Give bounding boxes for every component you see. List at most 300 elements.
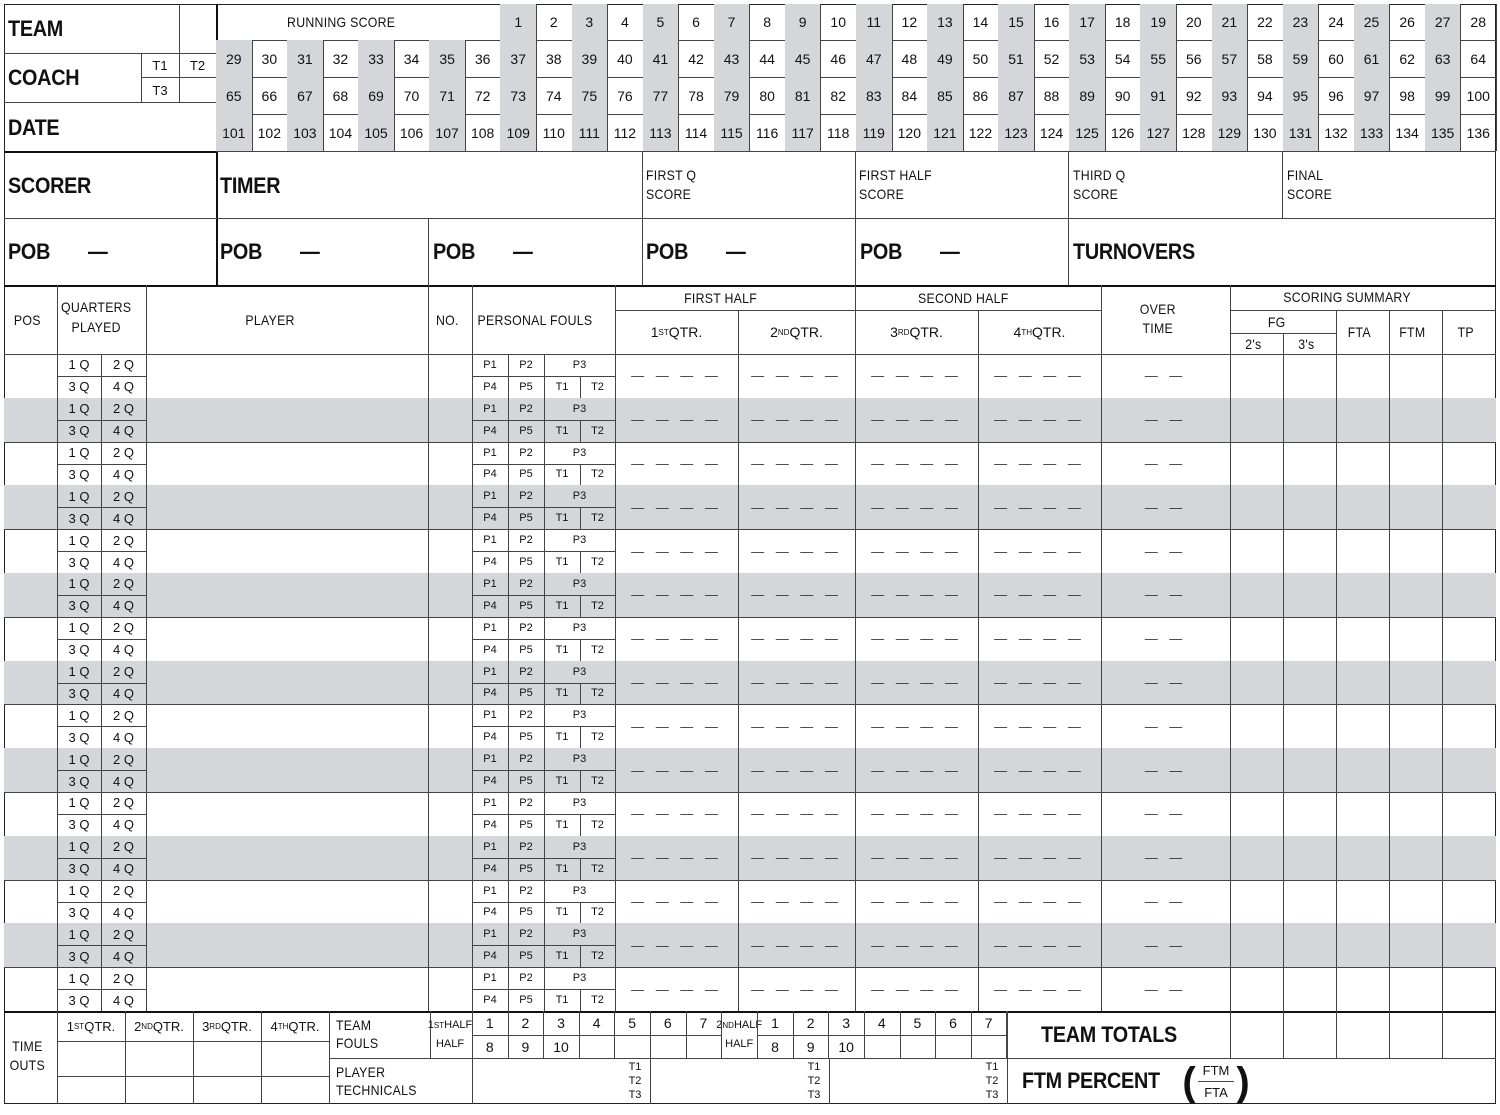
foul-box[interactable]: P4 <box>483 468 497 481</box>
quarter-played-box[interactable]: 1 Q <box>68 620 90 636</box>
quarter-points-field[interactable]: — — — — <box>631 499 722 515</box>
running-score-cell[interactable]: 87 <box>998 77 1034 114</box>
player-number-field[interactable] <box>428 529 472 573</box>
quarter-played-box[interactable]: 2 Q <box>113 707 134 723</box>
running-score-cell[interactable]: 37 <box>500 40 536 77</box>
foul-box[interactable]: P4 <box>483 818 497 831</box>
overtime-points-field[interactable]: — — <box>1144 850 1187 866</box>
quarter-points-field[interactable]: — — — — <box>751 937 842 953</box>
running-score-cell[interactable]: 25 <box>1354 4 1390 40</box>
quarter-played-box[interactable]: 1 Q <box>68 970 90 986</box>
summary-field[interactable] <box>1389 617 1442 661</box>
team-foul-box[interactable]: 7 <box>984 1015 993 1031</box>
summary-field[interactable] <box>1283 442 1336 486</box>
player-number-field[interactable] <box>428 442 472 486</box>
team-total-field[interactable] <box>1283 1011 1336 1058</box>
player-number-field[interactable] <box>428 704 472 748</box>
quarter-played-box[interactable]: 4 Q <box>113 423 134 439</box>
running-score-cell[interactable]: 31 <box>287 40 323 77</box>
quarter-played-box[interactable]: 1 Q <box>68 664 90 680</box>
foul-box[interactable]: P2 <box>519 446 533 459</box>
running-score-cell[interactable]: 104 <box>328 124 353 141</box>
technical-box[interactable]: T2 <box>591 818 604 831</box>
summary-field[interactable] <box>1283 967 1336 1011</box>
running-score-cell[interactable]: 7 <box>714 4 750 40</box>
team-foul-box[interactable]: 2 <box>806 1015 815 1031</box>
foul-box[interactable]: P1 <box>483 928 497 941</box>
quarter-points-field[interactable]: — — — — <box>994 368 1085 384</box>
running-score-cell[interactable]: 33 <box>358 40 394 77</box>
technical-box[interactable]: T2 <box>591 994 604 1007</box>
running-score-cell[interactable]: 16 <box>1043 14 1060 30</box>
foul-box[interactable]: P2 <box>519 753 533 766</box>
team-foul-box[interactable]: 1 <box>485 1015 494 1031</box>
running-score-cell[interactable]: 123 <box>998 114 1034 151</box>
running-score-cell[interactable]: 122 <box>968 124 993 141</box>
team-foul-box[interactable]: 8 <box>485 1039 494 1055</box>
position-field[interactable] <box>4 923 57 967</box>
running-score-cell[interactable]: 126 <box>1110 124 1135 141</box>
quarter-points-field[interactable]: — — — — <box>751 499 842 515</box>
summary-field[interactable] <box>1442 704 1496 748</box>
running-score-cell[interactable]: 105 <box>358 114 394 151</box>
quarter-played-box[interactable]: 3 Q <box>68 817 90 833</box>
foul-box[interactable]: P5 <box>519 599 533 612</box>
quarter-points-field[interactable]: — — — — <box>631 718 722 734</box>
foul-box[interactable]: P3 <box>572 534 587 547</box>
running-score-cell[interactable]: 11 <box>856 4 892 40</box>
technical-box[interactable]: T2 <box>591 950 604 963</box>
quarter-points-field[interactable]: — — — — <box>631 762 722 778</box>
player-number-field[interactable] <box>428 748 472 792</box>
running-score-cell[interactable]: 136 <box>1466 124 1490 141</box>
quarter-points-field[interactable]: — — — — <box>751 674 842 690</box>
quarter-played-box[interactable]: 4 Q <box>113 773 134 789</box>
quarter-points-field[interactable]: — — — — <box>751 893 842 909</box>
technical-box[interactable]: T1 <box>555 950 569 963</box>
running-score-cell[interactable]: 85 <box>927 77 963 114</box>
running-score-cell[interactable]: 94 <box>1257 87 1273 104</box>
running-score-cell[interactable]: 88 <box>1043 87 1060 104</box>
quarter-played-box[interactable]: 2 Q <box>113 970 134 986</box>
quarter-played-box[interactable]: 4 Q <box>113 685 134 701</box>
summary-field[interactable] <box>1283 617 1336 661</box>
running-score-cell[interactable]: 21 <box>1212 4 1248 40</box>
running-score-cell[interactable]: 65 <box>216 77 252 114</box>
pob-field[interactable] <box>280 228 420 278</box>
overtime-points-field[interactable]: — — <box>1144 893 1187 909</box>
summary-field[interactable] <box>1230 836 1283 880</box>
team-foul-box[interactable]: 9 <box>521 1039 530 1055</box>
pob-field[interactable] <box>68 228 208 278</box>
running-score-cell[interactable]: 27 <box>1425 4 1461 40</box>
position-field[interactable] <box>4 485 57 529</box>
foul-box[interactable]: P5 <box>519 687 533 700</box>
running-score-cell[interactable]: 109 <box>500 114 536 151</box>
running-score-cell[interactable]: 14 <box>972 14 989 30</box>
player-name-field[interactable] <box>146 923 428 967</box>
quarter-played-box[interactable]: 3 Q <box>68 992 90 1008</box>
overtime-points-field[interactable]: — — <box>1144 718 1187 734</box>
quarter-points-field[interactable]: — — — — <box>871 981 962 997</box>
player-name-field[interactable] <box>146 617 428 661</box>
coach-name-field[interactable] <box>90 56 140 100</box>
quarter-played-box[interactable]: 1 Q <box>68 751 90 767</box>
summary-field[interactable] <box>1230 617 1283 661</box>
quarter-points-field[interactable]: — — — — <box>631 587 722 603</box>
quarter-points-field[interactable]: — — — — <box>631 806 722 822</box>
quarter-played-box[interactable]: 2 Q <box>113 664 134 680</box>
technical-box[interactable]: T2 <box>591 687 604 700</box>
foul-box[interactable]: P5 <box>519 994 533 1007</box>
foul-box[interactable]: P3 <box>572 446 587 459</box>
foul-box[interactable]: P5 <box>519 424 533 437</box>
running-score-cell[interactable]: 71 <box>429 77 465 114</box>
summary-field[interactable] <box>1389 923 1442 967</box>
running-score-cell[interactable]: 35 <box>429 40 465 77</box>
foul-box[interactable]: P3 <box>572 709 587 722</box>
foul-box[interactable]: P5 <box>519 906 533 919</box>
quarter-points-field[interactable]: — — — — <box>871 806 962 822</box>
quarter-points-field[interactable]: — — — — <box>871 937 962 953</box>
running-score-cell[interactable]: 127 <box>1140 114 1176 151</box>
foul-box[interactable]: P1 <box>483 709 497 722</box>
running-score-cell[interactable]: 72 <box>474 87 491 104</box>
running-score-cell[interactable]: 63 <box>1425 40 1461 77</box>
summary-field[interactable] <box>1442 967 1496 1011</box>
running-score-cell[interactable]: 28 <box>1470 14 1486 30</box>
foul-box[interactable]: P2 <box>519 402 533 415</box>
quarter-points-field[interactable]: — — — — <box>871 368 962 384</box>
running-score-cell[interactable]: 26 <box>1399 14 1415 30</box>
running-score-cell[interactable]: 46 <box>830 50 846 67</box>
player-number-field[interactable] <box>428 354 472 398</box>
running-score-cell[interactable]: 80 <box>759 87 775 104</box>
foul-box[interactable]: P1 <box>483 446 497 459</box>
quarter-played-box[interactable]: 4 Q <box>113 948 134 964</box>
quarter-played-box[interactable]: 4 Q <box>113 554 134 570</box>
running-score-cell[interactable]: 84 <box>901 87 918 104</box>
player-number-field[interactable] <box>428 880 472 924</box>
running-score-cell[interactable]: 47 <box>856 40 892 77</box>
running-score-cell[interactable]: 30 <box>261 50 278 67</box>
quarter-points-field[interactable]: — — — — <box>994 587 1085 603</box>
player-number-field[interactable] <box>428 485 472 529</box>
running-score-cell[interactable]: 82 <box>830 87 846 104</box>
running-score-cell[interactable]: 68 <box>332 87 349 104</box>
quarter-points-field[interactable]: — — — — <box>871 543 962 559</box>
running-score-cell[interactable]: 114 <box>684 124 708 141</box>
foul-box[interactable]: P4 <box>483 599 497 612</box>
position-field[interactable] <box>4 617 57 661</box>
team-total-field[interactable] <box>1230 1011 1283 1058</box>
quarter-points-field[interactable]: — — — — <box>751 850 842 866</box>
technical-box[interactable]: T2 <box>591 599 604 612</box>
foul-box[interactable]: P3 <box>572 884 587 897</box>
running-score-cell[interactable]: 32 <box>332 50 349 67</box>
summary-field[interactable] <box>1442 880 1496 924</box>
summary-field[interactable] <box>1283 748 1336 792</box>
summary-field[interactable] <box>1230 442 1283 486</box>
quarter-played-box[interactable]: 4 Q <box>113 904 134 920</box>
foul-box[interactable]: P1 <box>483 534 497 547</box>
time-out-box[interactable] <box>57 1041 125 1076</box>
quarter-points-field[interactable]: — — — — <box>994 631 1085 647</box>
time-out-box[interactable] <box>193 1076 261 1115</box>
position-field[interactable] <box>4 529 57 573</box>
running-score-cell[interactable]: 131 <box>1283 114 1319 151</box>
running-score-cell[interactable]: 53 <box>1069 40 1105 77</box>
foul-box[interactable]: P2 <box>519 709 533 722</box>
running-score-cell[interactable]: 124 <box>1039 124 1064 141</box>
time-out-box[interactable] <box>261 1076 329 1115</box>
foul-box[interactable]: P1 <box>483 621 497 634</box>
running-score-cell[interactable]: 36 <box>474 50 491 67</box>
position-field[interactable] <box>4 704 57 748</box>
pob-field[interactable] <box>920 228 1060 278</box>
summary-field[interactable] <box>1230 529 1283 573</box>
quarter-points-field[interactable]: — — — — <box>751 981 842 997</box>
running-score-cell[interactable]: 57 <box>1212 40 1248 77</box>
running-score-cell[interactable]: 61 <box>1354 40 1390 77</box>
foul-box[interactable]: P5 <box>519 380 533 393</box>
quarter-played-box[interactable]: 4 Q <box>113 598 134 614</box>
running-score-cell[interactable]: 99 <box>1425 77 1461 114</box>
running-score-cell[interactable]: 41 <box>643 40 679 77</box>
summary-field[interactable] <box>1389 354 1442 398</box>
quarter-played-box[interactable]: 1 Q <box>68 488 90 504</box>
quarter-played-box[interactable]: 2 Q <box>113 488 134 504</box>
summary-field[interactable] <box>1230 880 1283 924</box>
quarter-played-box[interactable]: 2 Q <box>113 795 134 811</box>
foul-box[interactable]: P2 <box>519 490 533 503</box>
summary-field[interactable] <box>1336 836 1389 880</box>
foul-box[interactable]: P2 <box>519 840 533 853</box>
quarter-played-box[interactable]: 3 Q <box>68 685 90 701</box>
summary-field[interactable] <box>1389 661 1442 705</box>
overtime-points-field[interactable]: — — <box>1144 455 1187 471</box>
position-field[interactable] <box>4 792 57 836</box>
summary-field[interactable] <box>1283 398 1336 442</box>
technical-box[interactable]: T1 <box>555 775 569 788</box>
foul-box[interactable]: P4 <box>483 687 497 700</box>
foul-box[interactable]: P5 <box>519 818 533 831</box>
foul-box[interactable]: P1 <box>483 796 497 809</box>
player-name-field[interactable] <box>146 792 428 836</box>
foul-box[interactable]: P1 <box>483 884 497 897</box>
quarter-points-field[interactable]: — — — — <box>871 631 962 647</box>
running-score-cell[interactable]: 51 <box>998 40 1034 77</box>
technical-box[interactable]: T1 <box>555 468 569 481</box>
foul-box[interactable]: P1 <box>483 665 497 678</box>
foul-box[interactable]: P3 <box>572 621 587 634</box>
running-score-cell[interactable]: 130 <box>1253 124 1277 141</box>
quarter-points-field[interactable]: — — — — <box>994 762 1085 778</box>
running-score-cell[interactable]: 40 <box>617 50 633 67</box>
running-score-cell[interactable]: 43 <box>714 40 750 77</box>
quarter-points-field[interactable]: — — — — <box>631 937 722 953</box>
summary-field[interactable] <box>1442 792 1496 836</box>
running-score-cell[interactable]: 106 <box>399 124 424 141</box>
running-score-cell[interactable]: 22 <box>1257 14 1273 30</box>
summary-field[interactable] <box>1389 529 1442 573</box>
technical-box[interactable]: T1 <box>555 556 569 569</box>
running-score-cell[interactable]: 24 <box>1328 14 1344 30</box>
running-score-cell[interactable]: 107 <box>429 114 465 151</box>
foul-box[interactable]: P3 <box>572 358 587 371</box>
quarter-points-field[interactable]: — — — — <box>631 631 722 647</box>
running-score-cell[interactable]: 135 <box>1425 114 1461 151</box>
technical-box[interactable]: T2 <box>591 775 604 788</box>
foul-box[interactable]: P2 <box>519 928 533 941</box>
quarter-points-field[interactable]: — — — — <box>631 543 722 559</box>
overtime-points-field[interactable]: — — <box>1144 543 1187 559</box>
quarter-points-field[interactable]: — — — — <box>994 806 1085 822</box>
technical-box[interactable]: T2 <box>591 512 604 525</box>
foul-box[interactable]: P4 <box>483 775 497 788</box>
quarter-points-field[interactable]: — — — — <box>994 937 1085 953</box>
running-score-cell[interactable]: 18 <box>1114 14 1131 30</box>
summary-field[interactable] <box>1442 485 1496 529</box>
position-field[interactable] <box>4 354 57 398</box>
running-score-cell[interactable]: 95 <box>1283 77 1319 114</box>
summary-field[interactable] <box>1442 442 1496 486</box>
summary-field[interactable] <box>1283 661 1336 705</box>
foul-box[interactable]: P1 <box>483 358 497 371</box>
running-score-cell[interactable]: 101 <box>216 114 252 151</box>
overtime-points-field[interactable]: — — <box>1144 631 1187 647</box>
quarter-points-field[interactable]: — — — — <box>751 543 842 559</box>
summary-field[interactable] <box>1283 704 1336 748</box>
team-foul-box[interactable]: 7 <box>699 1015 708 1031</box>
running-score-cell[interactable]: 96 <box>1328 87 1344 104</box>
player-number-field[interactable] <box>428 967 472 1011</box>
running-score-cell[interactable]: 92 <box>1185 87 1202 104</box>
running-score-cell[interactable]: 60 <box>1328 50 1344 67</box>
summary-field[interactable] <box>1283 836 1336 880</box>
running-score-cell[interactable]: 56 <box>1185 50 1202 67</box>
time-out-box[interactable] <box>57 1076 125 1115</box>
running-score-cell[interactable]: 75 <box>572 77 608 114</box>
foul-box[interactable]: P4 <box>483 424 497 437</box>
running-score-cell[interactable]: 83 <box>856 77 892 114</box>
quarter-points-field[interactable]: — — — — <box>871 499 962 515</box>
summary-field[interactable] <box>1336 704 1389 748</box>
quarter-points-field[interactable]: — — — — <box>994 981 1085 997</box>
summary-field[interactable] <box>1442 573 1496 617</box>
quarter-played-box[interactable]: 4 Q <box>113 510 134 526</box>
technical-box[interactable]: T1 <box>555 424 569 437</box>
position-field[interactable] <box>4 836 57 880</box>
quarter-points-field[interactable]: — — — — <box>751 455 842 471</box>
quarter-played-box[interactable]: 2 Q <box>113 401 134 417</box>
summary-field[interactable] <box>1389 792 1442 836</box>
quarter-points-field[interactable]: — — — — <box>871 412 962 428</box>
position-field[interactable] <box>4 398 57 442</box>
quarter-played-box[interactable]: 1 Q <box>68 707 90 723</box>
team-foul-box[interactable]: 4 <box>877 1015 886 1031</box>
running-score-cell[interactable]: 134 <box>1395 124 1419 141</box>
summary-field[interactable] <box>1442 398 1496 442</box>
quarter-played-box[interactable]: 4 Q <box>113 817 134 833</box>
quarter-played-box[interactable]: 2 Q <box>113 532 134 548</box>
quarter-points-field[interactable]: — — — — <box>751 631 842 647</box>
team-foul-box[interactable]: 5 <box>913 1015 922 1031</box>
foul-box[interactable]: P4 <box>483 994 497 1007</box>
summary-field[interactable] <box>1442 661 1496 705</box>
running-score-cell[interactable]: 133 <box>1354 114 1390 151</box>
summary-field[interactable] <box>1442 923 1496 967</box>
player-name-field[interactable] <box>146 573 428 617</box>
quarter-played-box[interactable]: 1 Q <box>68 926 90 942</box>
quarter-played-box[interactable]: 1 Q <box>68 576 90 592</box>
foul-box[interactable]: P2 <box>519 621 533 634</box>
running-score-cell[interactable]: 132 <box>1324 124 1348 141</box>
running-score-cell[interactable]: 91 <box>1140 77 1176 114</box>
team-foul-box[interactable]: 9 <box>806 1039 815 1055</box>
foul-box[interactable]: P1 <box>483 577 497 590</box>
running-score-cell[interactable]: 102 <box>257 124 281 141</box>
scorer-field[interactable] <box>120 160 210 215</box>
foul-box[interactable]: P5 <box>519 775 533 788</box>
player-name-field[interactable] <box>146 967 428 1011</box>
quarter-played-box[interactable]: 3 Q <box>68 773 90 789</box>
summary-field[interactable] <box>1389 748 1442 792</box>
running-score-cell[interactable]: 15 <box>998 4 1034 40</box>
quarter-played-box[interactable]: 4 Q <box>113 642 134 658</box>
running-score-cell[interactable]: 1 <box>500 4 536 40</box>
quarter-played-box[interactable]: 1 Q <box>68 839 90 855</box>
quarter-points-field[interactable]: — — — — <box>994 718 1085 734</box>
player-number-field[interactable] <box>428 661 472 705</box>
summary-field[interactable] <box>1336 573 1389 617</box>
running-score-cell[interactable]: 67 <box>287 77 323 114</box>
running-score-cell[interactable]: 74 <box>545 87 562 104</box>
running-score-cell[interactable]: 10 <box>830 14 846 30</box>
running-score-cell[interactable]: 128 <box>1182 124 1206 141</box>
running-score-cell[interactable]: 23 <box>1283 4 1319 40</box>
summary-field[interactable] <box>1336 661 1389 705</box>
running-score-cell[interactable]: 76 <box>617 87 633 104</box>
foul-box[interactable]: P5 <box>519 643 533 656</box>
quarter-points-field[interactable]: — — — — <box>631 412 722 428</box>
technical-box[interactable]: T1 <box>555 906 569 919</box>
player-number-field[interactable] <box>428 836 472 880</box>
foul-box[interactable]: P3 <box>572 840 587 853</box>
foul-box[interactable]: P2 <box>519 358 533 371</box>
summary-field[interactable] <box>1283 880 1336 924</box>
running-score-cell[interactable]: 44 <box>759 50 775 67</box>
running-score-cell[interactable]: 58 <box>1257 50 1273 67</box>
position-field[interactable] <box>4 967 57 1011</box>
running-score-cell[interactable]: 120 <box>897 124 921 141</box>
quarter-points-field[interactable]: — — — — <box>871 762 962 778</box>
summary-field[interactable] <box>1283 529 1336 573</box>
summary-field[interactable] <box>1389 704 1442 748</box>
running-score-cell[interactable]: 73 <box>500 77 536 114</box>
summary-field[interactable] <box>1283 485 1336 529</box>
technical-box[interactable]: T2 <box>591 731 604 744</box>
team-foul-box[interactable]: 2 <box>521 1015 530 1031</box>
quarter-played-box[interactable]: 1 Q <box>68 883 90 899</box>
running-score-cell[interactable]: 117 <box>785 114 821 151</box>
quarter-played-box[interactable]: 3 Q <box>68 642 90 658</box>
quarter-played-box[interactable]: 3 Q <box>68 729 90 745</box>
running-score-cell[interactable]: 52 <box>1043 50 1060 67</box>
running-score-cell[interactable]: 118 <box>827 124 850 141</box>
overtime-points-field[interactable]: — — <box>1144 587 1187 603</box>
overtime-points-field[interactable]: — — <box>1144 981 1187 997</box>
